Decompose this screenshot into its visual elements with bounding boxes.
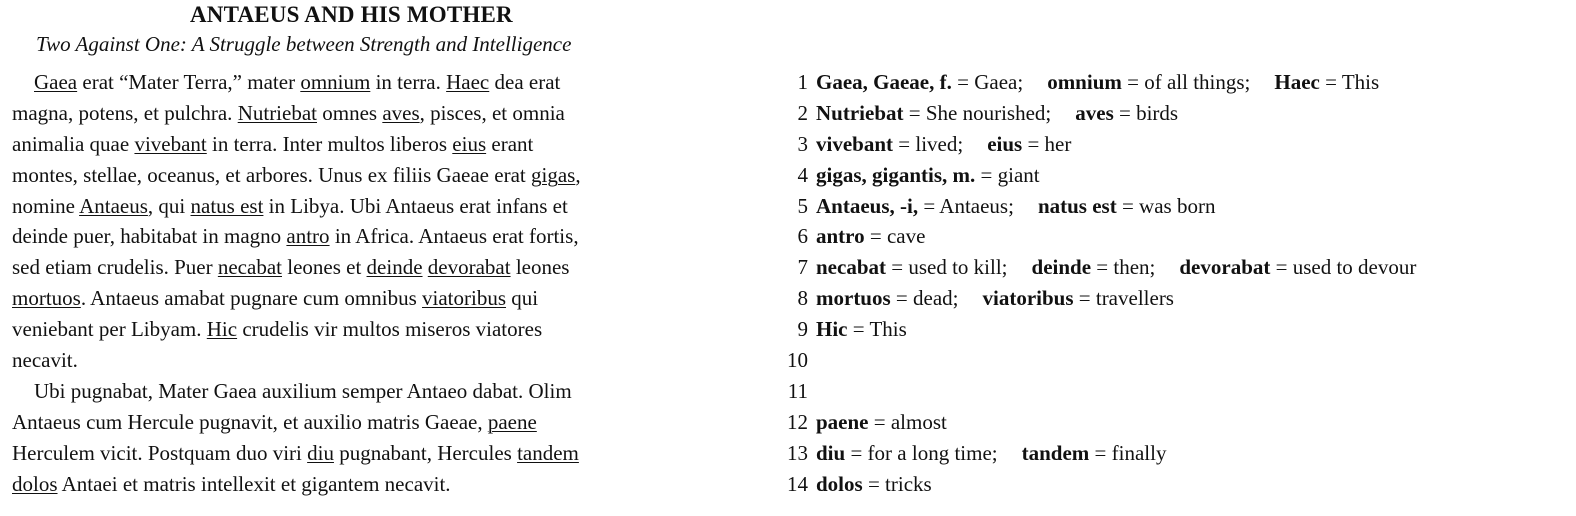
gloss-term: Gaea, Gaeae, f. — [816, 70, 952, 94]
gloss-definition: = used to kill; — [886, 255, 1008, 280]
glossed-word: devorabat — [427, 255, 511, 280]
gloss-entries — [816, 314, 907, 345]
glossed-word: paene — [487, 409, 537, 434]
gloss-term: Haec — [1274, 70, 1320, 94]
gloss-definition: = tricks — [862, 471, 932, 496]
line-number: 7 — [797, 255, 808, 280]
passage-text: crudelis vir multos miseros viatores — [237, 317, 543, 342]
gloss-definition: = of all things; — [1121, 70, 1251, 94]
passage-text: Antaei et matris intellexit et gigantem necavit. — [57, 471, 451, 496]
latin-passage — [12, 67, 752, 499]
gloss-entry — [1047, 70, 1250, 94]
glossed-word: deinde — [366, 255, 423, 280]
gloss-entry — [816, 70, 1023, 94]
passage-text: , qui — [147, 193, 191, 218]
passage-text: nomine — [12, 193, 80, 218]
gloss-term: Hic — [816, 317, 848, 342]
gloss-definition: = This — [847, 317, 907, 342]
glossed-word: mortuos — [12, 286, 81, 311]
glossed-word: Antaeus — [79, 193, 148, 218]
passage-line — [12, 438, 752, 469]
line-number: 10 — [787, 348, 808, 373]
gloss-entries — [816, 98, 1178, 129]
gloss-entry — [1075, 101, 1178, 125]
gloss-definition: = Antaeus; — [918, 193, 1014, 218]
glossed-word: necabat — [217, 255, 282, 280]
gloss-line — [770, 438, 1570, 469]
passage-text: erant — [486, 131, 534, 156]
passage-line — [12, 252, 752, 283]
gloss-entry — [816, 286, 959, 310]
glossed-word: tandem — [517, 440, 579, 465]
passage-text: in Africa. Antaeus erat fortis, — [329, 224, 579, 249]
passage-text: leones et — [281, 255, 367, 280]
gloss-entries — [816, 129, 1071, 160]
passage-text: . Antaeus amabat pugnare cum omnibus — [80, 286, 423, 311]
passage-text: Herculem vicit. Postquam duo viri — [12, 440, 308, 465]
gloss-entry — [816, 132, 963, 156]
gloss-entry — [816, 194, 1014, 218]
gloss-line — [770, 345, 1570, 376]
glossed-word: aves — [382, 100, 420, 125]
gloss-definition: = travellers — [1073, 286, 1174, 311]
passage-line — [12, 376, 752, 407]
gloss-definition: = for a long time; — [845, 440, 998, 465]
glossed-word: Nutriebat — [237, 100, 317, 125]
glossed-word: viatoribus — [422, 286, 507, 311]
passage-text: leones — [510, 255, 570, 280]
gloss-line — [770, 221, 1570, 252]
gloss-definition: = birds — [1113, 100, 1179, 125]
gloss-entry — [816, 317, 907, 341]
line-number: 6 — [797, 224, 808, 249]
gloss-line — [770, 407, 1570, 438]
passage-text: , — [575, 162, 581, 187]
passage-text: deinde puer, habitabat in magno — [12, 224, 287, 249]
gloss-line — [770, 98, 1570, 129]
gloss-entries — [816, 160, 1040, 191]
passage-line — [12, 191, 752, 222]
passage-text: sed etiam crudelis. Puer — [12, 255, 218, 280]
passage-text: Antaeus cum Hercule pugnavit, et auxilio matris Gaeae, — [12, 409, 488, 434]
glossed-word: Haec — [446, 70, 490, 94]
gloss-definition: = finally — [1089, 440, 1167, 465]
gloss-line — [770, 314, 1570, 345]
passage-line — [12, 67, 752, 98]
line-number: 8 — [797, 286, 808, 311]
passage-line — [12, 345, 752, 376]
passage-line — [12, 314, 752, 345]
gloss-entry — [987, 132, 1071, 156]
glossed-word: omnium — [300, 70, 371, 94]
gloss-entry — [816, 224, 925, 248]
gloss-entries — [816, 438, 1166, 469]
gloss-entries — [816, 283, 1174, 314]
line-number: 4 — [797, 162, 808, 187]
passage-text: , pisces, et omnia — [419, 100, 565, 125]
line-number: 1 — [797, 70, 808, 94]
gloss-line — [770, 191, 1570, 222]
line-number: 14 — [787, 471, 808, 496]
passage-text: omnes — [317, 100, 383, 125]
gloss-definition: = giant — [975, 162, 1040, 187]
passage-text: qui — [506, 286, 539, 311]
line-number: 5 — [797, 193, 808, 218]
gloss-definition: = She nourished; — [903, 100, 1052, 125]
passage-text: in Libya. Ubi Antaeus erat infans et — [263, 193, 568, 218]
gloss-entry — [983, 286, 1174, 310]
line-number: 3 — [797, 131, 808, 156]
gloss-line — [770, 67, 1570, 98]
gloss-entry — [1179, 255, 1416, 279]
gloss-term: aves — [1075, 100, 1114, 125]
gloss-entry — [1032, 255, 1156, 279]
gloss-term: viatoribus — [982, 286, 1074, 311]
passage-text: montes, stellae, oceanus, et arbores. Unus ex filiis Gaeae erat — [12, 162, 531, 187]
passage-line — [12, 407, 752, 438]
line-number: 13 — [787, 440, 808, 465]
glossed-word: Hic — [206, 317, 238, 342]
gloss-definition: = then; — [1091, 255, 1156, 280]
line-number: 2 — [797, 100, 808, 125]
gloss-definition: = dead; — [890, 286, 959, 311]
gloss-term: vivebant — [816, 131, 894, 156]
gloss-entry — [816, 472, 932, 496]
gloss-term: paene — [816, 409, 869, 434]
passage-text: magna, potens, et pulchra. — [12, 100, 238, 125]
gloss-term: necabat — [816, 255, 886, 280]
gloss-line — [770, 469, 1570, 500]
glossed-word: natus est — [190, 193, 264, 218]
gloss-entries — [816, 221, 925, 252]
gloss-entries — [816, 252, 1416, 283]
gloss-term: diu — [816, 440, 846, 465]
gloss-line — [770, 252, 1570, 283]
passage-line — [12, 129, 752, 160]
gloss-entry — [1022, 441, 1167, 465]
glossed-word: Gaea — [34, 70, 78, 94]
document-title: ANTAEUS AND HIS MOTHER — [190, 2, 513, 27]
gloss-term: Antaeus, -i, — [816, 193, 919, 218]
gloss-term: tandem — [1021, 440, 1090, 465]
glossed-word: eius — [452, 131, 487, 156]
gloss-entries — [816, 469, 932, 500]
passage-text: animalia quae — [12, 131, 135, 156]
gloss-definition: = Gaea; — [951, 70, 1024, 94]
gloss-term: antro — [816, 224, 865, 249]
gloss-term: mortuos — [816, 286, 891, 311]
gloss-entries — [816, 191, 1215, 222]
gloss-term: natus est — [1037, 193, 1117, 218]
gloss-entry — [1274, 70, 1379, 94]
gloss-term: omnium — [1047, 70, 1122, 94]
line-number: 11 — [787, 378, 808, 403]
gloss-definition: = almost — [868, 409, 947, 434]
gloss-term: Nutriebat — [816, 100, 904, 125]
gloss-definition: = lived; — [893, 131, 964, 156]
gloss-entries — [816, 407, 947, 438]
gloss-line — [770, 129, 1570, 160]
passage-text: pugnabant, Hercules — [333, 440, 518, 465]
passage-line — [12, 283, 752, 314]
glossed-word: dolos — [12, 471, 58, 496]
gloss-term: devorabat — [1179, 255, 1271, 280]
document-subtitle: Two Against One: A Struggle between Strength and Intelligence — [36, 32, 572, 56]
passage-line — [12, 160, 752, 191]
line-number: 9 — [797, 317, 808, 342]
gloss-entry — [816, 410, 947, 434]
gloss-line — [770, 376, 1570, 407]
line-number: 12 — [787, 409, 808, 434]
gloss-definition: = cave — [864, 224, 926, 249]
gloss-definition: = was born — [1116, 193, 1216, 218]
gloss-term: gigas, gigantis, m. — [816, 162, 976, 187]
passage-text: erat “Mater Terra,” mater — [77, 70, 301, 94]
gloss-term: dolos — [816, 471, 863, 496]
passage-text: in terra. Inter multos liberos — [206, 131, 453, 156]
glossed-word: vivebant — [134, 131, 207, 156]
gloss-term: deinde — [1031, 255, 1092, 280]
passage-line — [12, 98, 752, 129]
gloss-line — [770, 160, 1570, 191]
gloss-entry — [816, 101, 1051, 125]
passage-line — [12, 469, 752, 500]
passage-text: veniebant per Libyam. — [12, 317, 207, 342]
passage-text: Ubi pugnabat, Mater Gaea auxilium semper Antaeo dabat. Olim — [34, 378, 572, 403]
gloss-entry — [1038, 194, 1216, 218]
passage-line — [12, 221, 752, 252]
glossed-word: antro — [286, 224, 330, 249]
gloss-definition: = This — [1319, 70, 1380, 94]
gloss-definition: = her — [1022, 131, 1072, 156]
glossed-word: diu — [307, 440, 334, 465]
gloss-term: eius — [987, 131, 1023, 156]
glossed-word: gigas — [530, 162, 576, 187]
gloss-entry — [816, 255, 1008, 279]
gloss-entry — [816, 441, 998, 465]
passage-text: dea erat — [489, 70, 561, 94]
gloss-entries — [816, 67, 1379, 98]
passage-text: in terra. — [370, 70, 447, 94]
gloss-definition: = used to devour — [1270, 255, 1417, 280]
passage-text: necavit. — [12, 348, 78, 373]
gloss-entry — [816, 163, 1040, 187]
gloss-line — [770, 283, 1570, 314]
vocabulary-glosses — [770, 67, 1570, 499]
